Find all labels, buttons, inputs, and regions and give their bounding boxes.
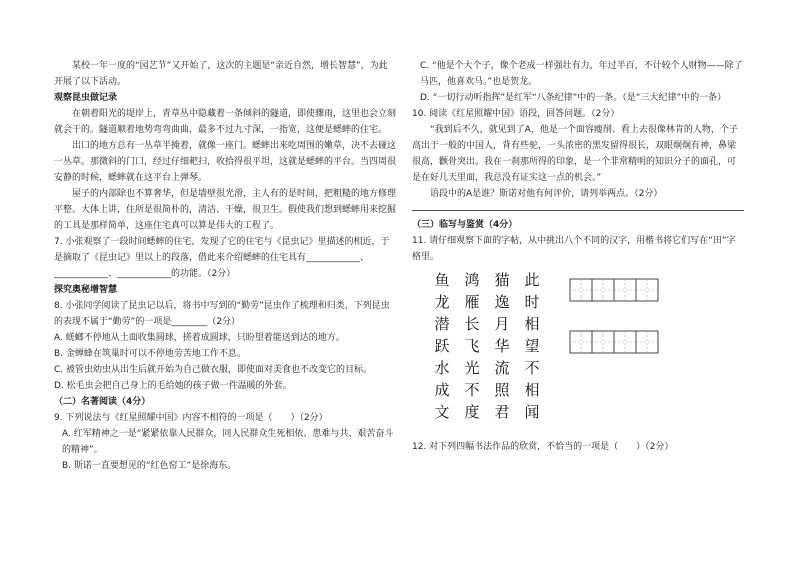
calligraphy-char: 猫 — [494, 271, 510, 289]
calligraphy-char: 鸿 — [464, 271, 480, 289]
tianzige-cell — [614, 279, 636, 301]
tianzige-cell — [592, 279, 614, 301]
question-11: 11. 请仔细观察下面的字帖，从中挑出八个不同的汉字，用楷书将它们写在“田”字格里。 — [412, 236, 736, 262]
question-8-option-c: C. 被管虫幼虫从出生后就开始为自己做衣服，即使面对美食也不改变它的目标。 — [54, 365, 373, 375]
calligraphy-char: 光 — [464, 359, 480, 377]
section-3-title: （三）临写与鉴赏（4分） — [412, 220, 518, 230]
calligraphy-char: 度 — [464, 403, 480, 421]
calligraphy-char: 闻 — [524, 403, 540, 421]
calligraphy-char: 月 — [494, 315, 510, 333]
question-8-option-a: A. 蜣螂不停地从土面收集圆球，搓着成圆球，只盼望着能送到达的地方。 — [54, 333, 345, 343]
tianzige-cell — [570, 279, 592, 301]
left-column — [54, 58, 396, 474]
question-9: 9. 下列说法与《红星照耀中国》内容不相符的一项是（ ）（2分） — [54, 413, 328, 423]
section-observe-title: 观察昆虫做记录 — [54, 93, 118, 103]
tianzige-cell — [636, 331, 658, 353]
tianzige-cell — [592, 331, 614, 353]
calligraphy-char: 华 — [494, 337, 510, 355]
question-10: 10. 阅读《红星照耀中国》语段，回答问题。（2分） — [412, 109, 620, 119]
calligraphy-char: 望 — [524, 337, 540, 355]
calligraphy-char: 相 — [524, 315, 540, 333]
calligraphy-char: 君 — [494, 403, 510, 421]
calligraphy-char: 流 — [494, 359, 510, 377]
intro-text: 某校一年一度的“园艺节”又开始了，这次的主题是“亲近自然，增长智慧”，为此开展了以下活动。 — [54, 61, 388, 87]
calligraphy-char: 鱼 — [434, 271, 450, 289]
right-column — [412, 58, 744, 455]
question-10-passage: “我到后不久，就见到了A，他是一个面容瘦削、看上去很像林肯的人物，个子高出于一般的中国人，背有些驼，一头浓密的黑发留得很长，双眼炯炯有神，鼻梁很高，颧骨突出。我在一刹那所得的印象，是一个非常精明的知识分子的面孔，可是在好几天里面，我总没有证实这一点的机会。” — [412, 125, 738, 183]
question-9-option-a: A. 红军精神之一是“紧紧依靠人民群众，同人民群众生死相依、患难与共、艰苦奋斗的精神”。 — [62, 429, 394, 455]
question-8-option-b: B. 金蝉蜂在筑巢时可以不停地劳苦地工作不息。 — [54, 349, 246, 359]
calligraphy-char: 文 — [434, 403, 450, 421]
section-divider — [412, 210, 744, 211]
tianzige-cell — [570, 331, 592, 353]
question-8: 8. 小张同学阅读了昆虫记以后，将书中写到的“勤劳”昆虫作了梳理和归类，下列昆虫的表现不属于“勤劳”的一项是________（2分） — [54, 301, 390, 327]
calligraphy-char: 照 — [494, 381, 510, 399]
calligraphy-char: 长 — [464, 315, 480, 333]
section-2-title: （二）名著阅读（4分） — [54, 397, 151, 407]
question-9-option-c: C. “他是个大个子，像个老成一样强壮有力，年过半百，不计较个人财物——除了马匹，他喜欢马。”也是贺龙。 — [420, 61, 743, 87]
calligraphy-char: 水 — [434, 359, 450, 377]
calligraphy-char: 此 — [524, 271, 540, 289]
tianzige-cell — [614, 331, 636, 353]
calligraphy-char: 龙 — [434, 293, 450, 311]
calligraphy-char: 飞 — [464, 337, 480, 355]
calligraphy-char: 不 — [524, 359, 540, 377]
calligraphy-char: 潜 — [434, 315, 450, 333]
passage-paragraph-2: 出口的地方总有一丛草半掩着，就像一座门。蟋蟀出来吃周围的嫩草，决不去碰这一丛草。那微斜的门口，经过仔细耙扫，收拾得很平坦，这就是蟋蟀的平台。当四周很安静的时候，蟋蟀就在这平台上弹琴。 — [54, 141, 397, 183]
calligraphy-char: 时 — [524, 293, 540, 311]
passage-paragraph-3: 屋子的内部除也不算奢华，但是墙壁很光滑，主人有的是时间，把粗糙的地方修理平整。大体上讲，住所是很简朴的，清洁、干燥，很卫生。假使我们想到蟋蟀用来挖掘的工具是那样简单，这座住宅真可以算是伟大的工程了。 — [54, 189, 397, 231]
calligraphy-char: 成 — [434, 381, 450, 399]
question-8-option-d: D. 松毛虫会把自己身上的毛给她的孩子做一件温暖的外套。 — [54, 381, 292, 391]
question-12: 12. 对下列四幅书法作品的欣赏，不恰当的一项是（ ）（2分） — [412, 442, 674, 452]
question-9-option-b: B. 斯诺一直要想见的“红色窑工”是徐海东。 — [62, 461, 237, 471]
calligraphy-area — [412, 269, 744, 439]
calligraphy-char: 不 — [464, 381, 480, 399]
question-9-option-d: D. “一切行动听指挥”是红军“八条纪律”中的一条。（是“三大纪律”中的一条） — [420, 93, 727, 103]
question-10-ask: 语段中的A是谁？斯诺对他有何评价，请列举两点。（2分） — [430, 189, 663, 199]
calligraphy-char: 雁 — [464, 293, 480, 311]
tianzige-cell — [636, 279, 658, 301]
calligraphy-char: 逸 — [494, 293, 510, 311]
calligraphy-char: 相 — [524, 381, 540, 399]
passage-paragraph-1: 在朝着阳光的堤岸上，青草丛中隐藏着一条倾斜的隧道，即使骤雨，这里也会立刻就会干的。隧道顺着地势弯弯曲曲，最多不过九寸深，一指宽，这便是蟋蟀的住宅。 — [54, 109, 397, 135]
section-explore-title: 探究奥秘增智慧 — [54, 285, 118, 295]
calligraphy-char: 跃 — [434, 337, 450, 355]
calligraphy-figure — [412, 269, 742, 439]
question-7: 7. 小张观察了一段时间蟋蟀的住宅，发现了它的住宅与《昆虫记》里描述的相近，于是摘取了《昆虫记》里以上的段落，借此来介绍蟋蟀的住宅具有____________、____________、____________的功能。（2分） — [54, 237, 390, 279]
